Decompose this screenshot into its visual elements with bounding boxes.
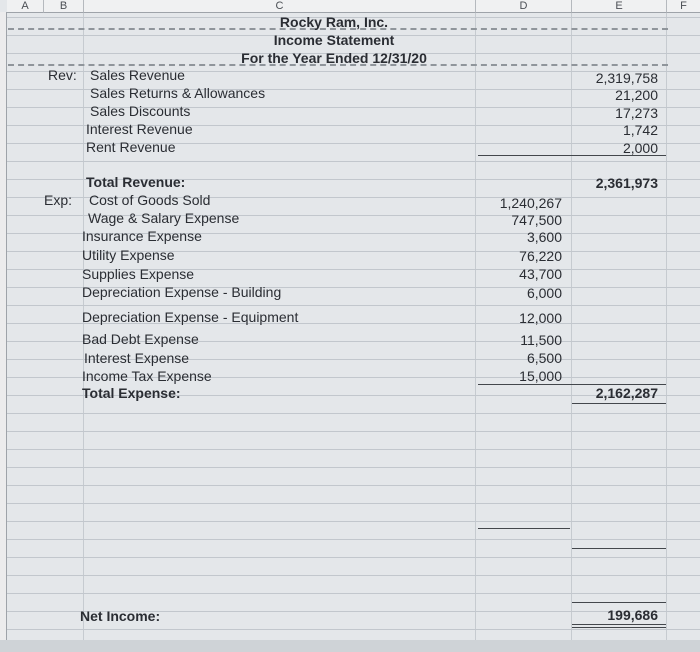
revenue-item-amount: 2,000 [622, 140, 658, 156]
total-expense-underline [572, 403, 666, 404]
revenue-item-name: Rent Revenue [86, 139, 176, 155]
expense-item-amount: 3,600 [526, 229, 562, 245]
expense-item-name: Interest Expense [84, 350, 190, 366]
expense-item-name: Depreciation Expense - Building [82, 284, 282, 300]
revenue-subtotal-line [478, 155, 666, 156]
column-header-e[interactable]: E [572, 0, 667, 13]
column-header-c[interactable]: C [84, 0, 476, 13]
statement-title: Income Statement [273, 32, 395, 48]
expense-item-amount: 76,220 [519, 248, 562, 264]
revenue-item-amount: 17,273 [615, 105, 658, 121]
expense-item-name: Depreciation Expense - Equipment [82, 309, 299, 325]
column-header-a[interactable]: A [7, 0, 44, 13]
expense-item-name: Wage & Salary Expense [88, 210, 240, 226]
expense-item-amount: 6,000 [526, 285, 562, 301]
column-header-b[interactable]: B [44, 0, 84, 13]
revenue-item-amount: 1,742 [622, 122, 658, 138]
revenue-item-name: Interest Revenue [86, 121, 193, 137]
expense-item-amount: 15,000 [519, 368, 562, 384]
column-header-f[interactable]: F [667, 0, 700, 13]
total-revenue-label: Total Revenue: [86, 174, 186, 190]
expense-item-amount: 1,240,267 [499, 195, 562, 211]
column-e-rule [572, 548, 666, 549]
total-expense-amount: 2,162,287 [595, 385, 658, 401]
revenue-section-label: Rev: [48, 67, 77, 83]
expense-item-name: Insurance Expense [82, 228, 202, 244]
net-income-amount: 199,686 [607, 607, 658, 623]
net-income-top-rule [572, 602, 666, 603]
revenue-item-name: Sales Revenue [90, 67, 185, 83]
net-income-double-underline-1 [572, 624, 666, 625]
revenue-item-name: Sales Discounts [90, 103, 191, 119]
company-name: Rocky Ram, Inc. [279, 14, 389, 30]
expense-item-amount: 12,000 [519, 310, 562, 326]
column-header-d[interactable]: D [476, 0, 572, 13]
expense-item-name: Utility Expense [82, 247, 175, 263]
expense-item-name: Supplies Expense [82, 266, 195, 282]
total-expense-label: Total Expense: [82, 385, 181, 401]
expense-item-name: Cost of Goods Sold [89, 192, 211, 208]
expense-item-amount: 11,500 [520, 332, 562, 348]
revenue-item-name: Sales Returns & Allowances [90, 85, 266, 101]
expense-item-name: Bad Debt Expense [82, 331, 199, 347]
row-header-strip[interactable] [0, 12, 7, 652]
expense-item-amount: 6,500 [526, 350, 562, 366]
expense-item-amount: 43,700 [519, 266, 562, 282]
expense-item-amount: 747,500 [511, 212, 562, 228]
expense-section-label: Exp: [44, 192, 73, 208]
total-revenue-amount: 2,361,973 [595, 175, 658, 191]
sheet-tab-bar[interactable] [0, 640, 700, 652]
expense-item-name: Income Tax Expense [82, 368, 212, 384]
net-income-label: Net Income: [80, 608, 161, 624]
revenue-item-amount: 21,200 [615, 87, 658, 103]
revenue-item-amount: 2,319,758 [595, 70, 658, 86]
statement-period: For the Year Ended 12/31/20 [241, 50, 427, 66]
column-d-rule [478, 528, 570, 529]
net-income-double-underline-2 [572, 627, 666, 628]
